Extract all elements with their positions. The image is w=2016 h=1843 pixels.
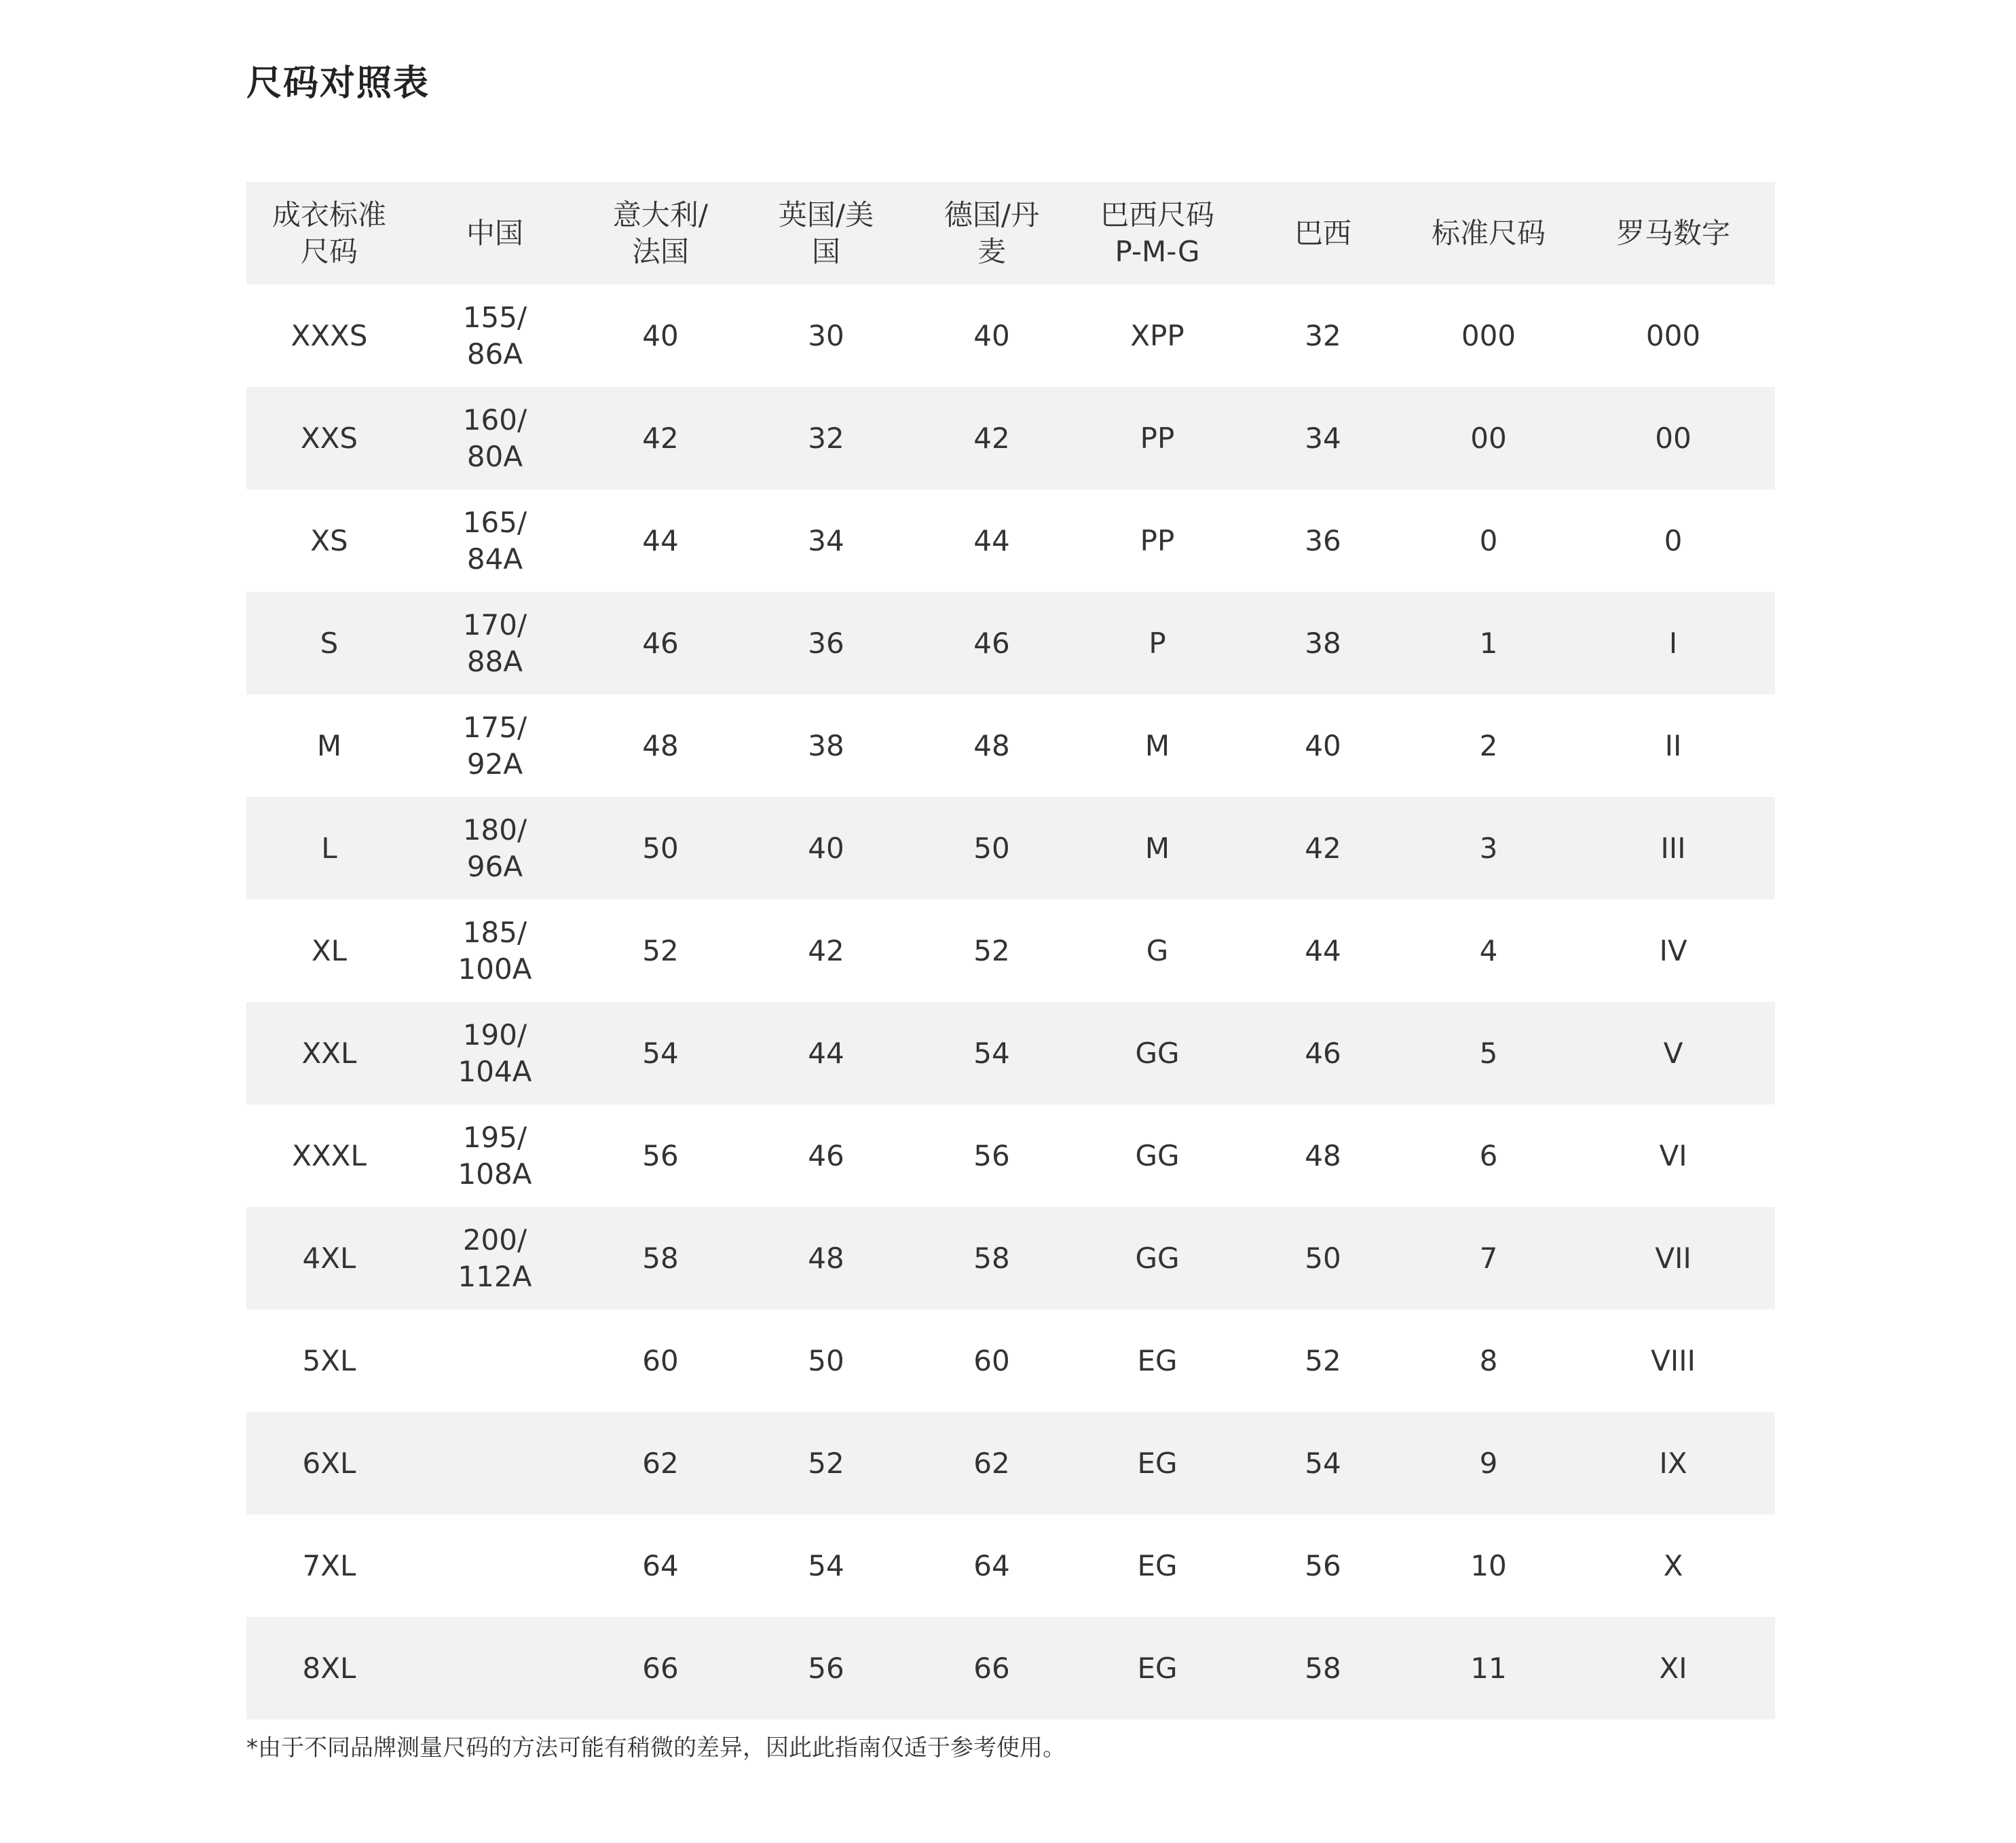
table-cell <box>578 489 743 592</box>
table-cell-value: I <box>1668 626 1678 660</box>
table-cell <box>1075 284 1240 387</box>
table-cell-value: 180/ 96A <box>462 813 527 883</box>
column-header-label: 巴西 <box>1294 216 1351 250</box>
table-cell-value: 8XL <box>302 1651 356 1685</box>
table-cell-value: 40 <box>1305 728 1341 762</box>
table-cell-value: 46 <box>642 626 679 660</box>
table-cell <box>246 592 412 694</box>
table-cell-value: II <box>1664 728 1682 762</box>
table-cell-value: 56 <box>973 1138 1010 1172</box>
table-cell-value: 6 <box>1479 1138 1498 1172</box>
table-cell <box>909 797 1075 899</box>
table-cell-value: PP <box>1140 523 1175 557</box>
table-cell <box>1406 489 1571 592</box>
table-cell <box>1240 489 1406 592</box>
table-cell <box>743 1002 909 1104</box>
table-cell-value: 34 <box>1305 421 1341 455</box>
table-cell <box>1240 797 1406 899</box>
table-cell-value: 30 <box>808 318 844 352</box>
page-title: 尺码对照表 <box>246 63 430 104</box>
column-header <box>743 182 909 284</box>
table-cell-value: 44 <box>808 1036 844 1070</box>
table-cell <box>412 797 578 899</box>
table-cell <box>743 1207 909 1309</box>
table-cell <box>1075 387 1240 489</box>
table-cell <box>578 1104 743 1207</box>
table-cell <box>578 1309 743 1412</box>
table-cell-value: 42 <box>808 933 844 967</box>
table-cell-value: 46 <box>1305 1036 1341 1070</box>
table-cell-value: EG <box>1137 1446 1178 1480</box>
table-cell <box>909 1002 1075 1104</box>
table-cell-value: 165/ 84A <box>462 505 527 576</box>
table-body <box>246 284 1775 1719</box>
column-header-label: 成衣标准 尺码 <box>272 198 386 268</box>
table-cell-value: 8 <box>1479 1343 1498 1377</box>
table-cell-value: 6XL <box>302 1446 356 1480</box>
table-row <box>246 489 1775 592</box>
table-cell <box>578 694 743 797</box>
table-cell <box>578 387 743 489</box>
table-cell-value: 64 <box>973 1548 1010 1582</box>
table-row <box>246 1412 1775 1514</box>
table-cell-value: 58 <box>642 1241 679 1275</box>
table-cell <box>246 1309 412 1412</box>
table-cell <box>412 1207 578 1309</box>
table-cell-value: 64 <box>642 1548 679 1582</box>
table-cell <box>1571 1412 1775 1514</box>
table-cell-value: 44 <box>973 523 1010 557</box>
table-cell <box>1240 1309 1406 1412</box>
table-row <box>246 1002 1775 1104</box>
table-cell <box>743 1412 909 1514</box>
table-cell-value: 3 <box>1479 831 1498 865</box>
table-cell <box>578 1412 743 1514</box>
table-cell-value: 00 <box>1655 421 1692 455</box>
table-cell-value: X <box>1663 1548 1683 1582</box>
table-cell-value: EG <box>1137 1548 1178 1582</box>
table-cell <box>1406 1514 1571 1617</box>
table-cell <box>909 489 1075 592</box>
table-cell <box>412 387 578 489</box>
table-cell <box>1240 899 1406 1002</box>
table-cell-value: 48 <box>808 1241 844 1275</box>
table-cell-value: 1 <box>1479 626 1498 660</box>
table-cell <box>909 1104 1075 1207</box>
table-cell-value: 52 <box>808 1446 844 1480</box>
table-cell-value: 36 <box>808 626 844 660</box>
table-cell-value: L <box>321 831 337 865</box>
table-cell <box>246 1002 412 1104</box>
table-cell <box>743 1617 909 1719</box>
table-cell-value: 7 <box>1479 1241 1498 1275</box>
table-row <box>246 1514 1775 1617</box>
table-cell <box>743 1514 909 1617</box>
size-chart-table <box>246 182 1775 1719</box>
table-cell-value: 10 <box>1470 1548 1507 1582</box>
table-cell-value: 58 <box>1305 1651 1341 1685</box>
table-cell-value: 200/ 112A <box>458 1223 532 1293</box>
table-cell-value: IV <box>1659 933 1687 967</box>
table-cell-value: 48 <box>973 728 1010 762</box>
table-cell-value: M <box>316 728 342 762</box>
table-cell <box>1075 1514 1240 1617</box>
table-cell-value: 7XL <box>302 1548 356 1582</box>
table-cell-value: 40 <box>973 318 1010 352</box>
table-cell-value: 42 <box>1305 831 1341 865</box>
table-cell-value: 2 <box>1479 728 1498 762</box>
table-cell <box>743 284 909 387</box>
table-row <box>246 694 1775 797</box>
table-cell <box>909 1207 1075 1309</box>
table-cell <box>1075 489 1240 592</box>
table-cell <box>743 387 909 489</box>
column-header <box>578 182 743 284</box>
table-cell <box>578 797 743 899</box>
table-cell-value: XI <box>1659 1651 1687 1685</box>
table-cell-value: V <box>1663 1036 1683 1070</box>
table-cell <box>412 1309 578 1412</box>
table-cell <box>743 797 909 899</box>
table-cell <box>1075 694 1240 797</box>
table-cell <box>246 489 412 592</box>
table-cell <box>1406 1309 1571 1412</box>
table-cell <box>909 899 1075 1002</box>
table-cell <box>1406 1617 1571 1719</box>
table-cell <box>909 1617 1075 1719</box>
table-cell <box>1571 1514 1775 1617</box>
table-cell <box>1571 1617 1775 1719</box>
table-cell <box>578 1207 743 1309</box>
table-cell-value: 46 <box>973 626 1010 660</box>
table-cell-value: 160/ 80A <box>462 403 527 473</box>
table-cell <box>1571 387 1775 489</box>
table-cell <box>1240 1207 1406 1309</box>
table-cell-value: III <box>1660 831 1686 865</box>
table-cell-value: 0 <box>1479 523 1498 557</box>
table-cell-value: 11 <box>1470 1651 1507 1685</box>
table-cell <box>578 592 743 694</box>
table-cell-value: 40 <box>808 831 844 865</box>
table-cell-value: 000 <box>1461 318 1516 352</box>
table-cell <box>246 899 412 1002</box>
table-header-row <box>246 182 1775 284</box>
table-cell <box>412 592 578 694</box>
table-cell-value: P <box>1149 626 1166 660</box>
column-header <box>246 182 412 284</box>
table-cell-value: 62 <box>642 1446 679 1480</box>
table-cell-value: 56 <box>808 1651 844 1685</box>
column-header-label: 罗马数字 <box>1616 216 1730 250</box>
table-cell-value: 50 <box>642 831 679 865</box>
table-cell-value: 50 <box>973 831 1010 865</box>
table-cell <box>1075 797 1240 899</box>
table-cell <box>412 1002 578 1104</box>
table-cell <box>743 694 909 797</box>
table-cell-value: 34 <box>808 523 844 557</box>
column-header-label: 英国/美 国 <box>778 198 874 268</box>
table-cell <box>1406 1104 1571 1207</box>
table-cell <box>412 489 578 592</box>
table-cell-value: 36 <box>1305 523 1341 557</box>
table-cell-value: XPP <box>1130 318 1184 352</box>
table-cell-value: XXL <box>301 1036 357 1070</box>
table-cell-value: GG <box>1135 1036 1180 1070</box>
table-cell-value: 62 <box>973 1446 1010 1480</box>
table-cell-value: 155/ 86A <box>462 300 527 371</box>
table-cell-value: PP <box>1140 421 1175 455</box>
table-cell <box>1075 899 1240 1002</box>
table-cell-value: 195/ 108A <box>458 1120 532 1191</box>
table-cell <box>1406 1207 1571 1309</box>
table-cell-value: XL <box>311 933 348 967</box>
table-cell <box>1240 1002 1406 1104</box>
table-row <box>246 1104 1775 1207</box>
table-cell <box>246 387 412 489</box>
table-cell <box>412 1412 578 1514</box>
table-cell-value: IX <box>1659 1446 1687 1480</box>
table-cell-value: 5 <box>1479 1036 1498 1070</box>
table-cell-value: GG <box>1135 1138 1180 1172</box>
table-cell <box>1240 1617 1406 1719</box>
table-cell <box>1406 387 1571 489</box>
footnote: *由于不同品牌测量尺码的方法可能有稍微的差异，因此此指南仅适于参考使用。 <box>246 1734 1066 1762</box>
table-cell-value: VIII <box>1651 1343 1696 1377</box>
table-cell <box>1406 1412 1571 1514</box>
table-cell-value: 170/ 88A <box>462 608 527 678</box>
table-cell-value: 52 <box>642 933 679 967</box>
table-row <box>246 1207 1775 1309</box>
table-cell-value: 54 <box>1305 1446 1341 1480</box>
table-cell-value: EG <box>1137 1651 1178 1685</box>
table-cell <box>1571 797 1775 899</box>
column-header <box>412 182 578 284</box>
table-cell <box>246 1514 412 1617</box>
table-cell <box>909 694 1075 797</box>
table-cell-value: 54 <box>642 1036 679 1070</box>
table-cell-value: 48 <box>642 728 679 762</box>
table-row <box>246 797 1775 899</box>
table-cell-value: GG <box>1135 1241 1180 1275</box>
table-cell-value: 32 <box>808 421 844 455</box>
table-cell <box>578 1002 743 1104</box>
table-cell <box>1240 1104 1406 1207</box>
table-cell-value: 56 <box>1305 1548 1341 1582</box>
table-cell <box>1571 592 1775 694</box>
table-cell <box>412 899 578 1002</box>
table-cell <box>1075 1412 1240 1514</box>
table-cell <box>246 284 412 387</box>
table-cell-value: 9 <box>1479 1446 1498 1480</box>
column-header-label: 意大利/ 法国 <box>612 198 709 268</box>
table-cell <box>1240 1514 1406 1617</box>
table-cell-value: EG <box>1137 1343 1178 1377</box>
table-cell <box>1406 1002 1571 1104</box>
table-cell <box>412 694 578 797</box>
column-header-label: 中国 <box>466 216 523 250</box>
column-header <box>1571 182 1775 284</box>
table-cell-value: 5XL <box>302 1343 356 1377</box>
table-cell-value: 44 <box>642 523 679 557</box>
table-cell-value: 0 <box>1664 523 1683 557</box>
table-cell <box>909 1514 1075 1617</box>
table-row <box>246 592 1775 694</box>
table-cell-value: 66 <box>973 1651 1010 1685</box>
table-cell-value: M <box>1144 831 1170 865</box>
table-cell-value: 000 <box>1645 318 1701 352</box>
table-cell <box>1406 284 1571 387</box>
table-cell-value: 56 <box>642 1138 679 1172</box>
table-cell-value: 52 <box>1305 1343 1341 1377</box>
table-row <box>246 1309 1775 1412</box>
table-cell-value: 66 <box>642 1651 679 1685</box>
table-cell <box>909 1309 1075 1412</box>
table-cell-value: 4 <box>1479 933 1498 967</box>
table-cell-value: VI <box>1659 1138 1687 1172</box>
column-header <box>1075 182 1240 284</box>
table-cell <box>743 592 909 694</box>
table-row <box>246 1617 1775 1719</box>
table-cell <box>1240 592 1406 694</box>
table-cell-value: 60 <box>973 1343 1010 1377</box>
table-cell-value: M <box>1144 728 1170 762</box>
table-cell <box>909 1412 1075 1514</box>
table-cell <box>1406 899 1571 1002</box>
table-cell <box>1240 694 1406 797</box>
table-cell-value: 50 <box>808 1343 844 1377</box>
table-row <box>246 284 1775 387</box>
table-cell-value: 42 <box>642 421 679 455</box>
table-cell-value: 54 <box>973 1036 1010 1070</box>
table-cell-value: 175/ 92A <box>462 710 527 781</box>
table-cell <box>246 1104 412 1207</box>
column-header <box>1240 182 1406 284</box>
table-cell-value: 60 <box>642 1343 679 1377</box>
table-cell-value: S <box>320 626 339 660</box>
table-cell-value: XXXS <box>291 318 368 352</box>
table-cell <box>1571 1104 1775 1207</box>
table-cell <box>1571 1207 1775 1309</box>
table-cell <box>1075 1309 1240 1412</box>
table-cell <box>1075 592 1240 694</box>
table-cell <box>909 284 1075 387</box>
table-cell <box>246 1412 412 1514</box>
table-cell-value: 42 <box>973 421 1010 455</box>
table-cell <box>1240 1412 1406 1514</box>
table-cell <box>909 592 1075 694</box>
table-cell <box>1075 1002 1240 1104</box>
table-cell <box>1571 1002 1775 1104</box>
table-cell-value: 00 <box>1470 421 1507 455</box>
table-cell <box>578 284 743 387</box>
table-cell-value: 58 <box>973 1241 1010 1275</box>
table-cell <box>412 284 578 387</box>
table-cell <box>412 1514 578 1617</box>
table-cell-value: 46 <box>808 1138 844 1172</box>
table-cell <box>246 797 412 899</box>
table-cell <box>246 1617 412 1719</box>
table-cell-value: 54 <box>808 1548 844 1582</box>
table-cell <box>412 1617 578 1719</box>
table-cell-value: 185/ 100A <box>458 915 532 986</box>
table-cell-value: 44 <box>1305 933 1341 967</box>
table-cell <box>1571 1309 1775 1412</box>
table-cell-value: 40 <box>642 318 679 352</box>
table-cell-value: XS <box>310 523 348 557</box>
table-cell <box>743 1104 909 1207</box>
table-row <box>246 387 1775 489</box>
table-cell <box>1240 284 1406 387</box>
column-header-label: 德国/丹 麦 <box>944 198 1040 268</box>
table-cell-value: 52 <box>973 933 1010 967</box>
table-cell <box>743 1309 909 1412</box>
table-cell <box>743 899 909 1002</box>
table-cell-value: 48 <box>1305 1138 1341 1172</box>
table-cell <box>578 1617 743 1719</box>
table-cell <box>1571 899 1775 1002</box>
table-cell-value: 4XL <box>302 1241 356 1275</box>
column-header-label: 标准尺码 <box>1431 216 1546 250</box>
table-cell <box>1075 1617 1240 1719</box>
table-cell <box>1571 489 1775 592</box>
table-cell <box>412 1104 578 1207</box>
table-cell-value: XXXL <box>292 1138 367 1172</box>
table-cell <box>1571 694 1775 797</box>
table-cell-value: 190/ 104A <box>458 1018 532 1088</box>
table-cell-value: 38 <box>808 728 844 762</box>
table-cell <box>578 1514 743 1617</box>
table-cell <box>1571 284 1775 387</box>
table-cell <box>1406 694 1571 797</box>
table-cell <box>578 899 743 1002</box>
table-cell-value: XXS <box>300 421 358 455</box>
table-cell-value: 32 <box>1305 318 1341 352</box>
table-cell-value: VII <box>1655 1241 1692 1275</box>
column-header <box>1406 182 1571 284</box>
table-cell <box>1240 387 1406 489</box>
table-cell <box>1075 1104 1240 1207</box>
table-cell <box>1406 592 1571 694</box>
column-header-label: 巴西尺码 P-M-G <box>1100 198 1214 268</box>
table-cell <box>909 387 1075 489</box>
table-cell <box>1406 797 1571 899</box>
column-header <box>909 182 1075 284</box>
table-cell-value: 50 <box>1305 1241 1341 1275</box>
table-cell <box>743 489 909 592</box>
table-cell <box>246 1207 412 1309</box>
table-cell-value: G <box>1146 933 1169 967</box>
table-cell <box>1075 1207 1240 1309</box>
table-cell-value: 38 <box>1305 626 1341 660</box>
table-row <box>246 899 1775 1002</box>
table-cell <box>246 694 412 797</box>
